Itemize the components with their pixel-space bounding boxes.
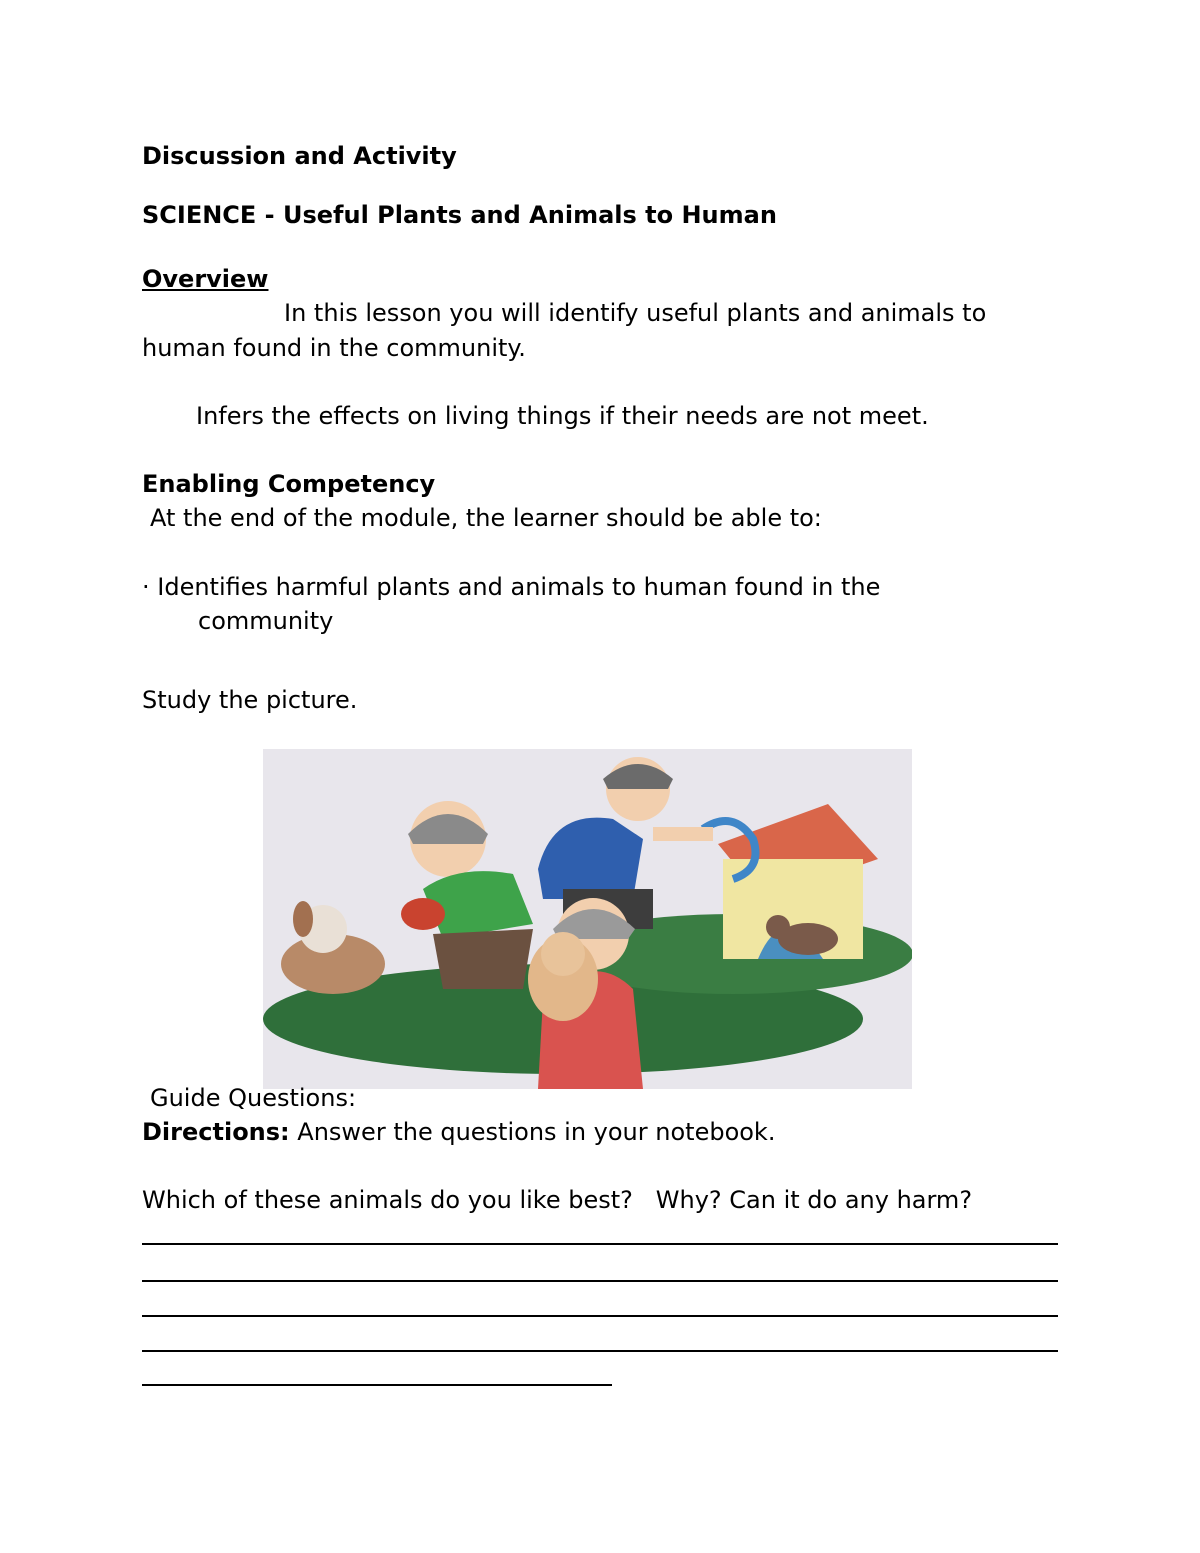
answer-line-3[interactable] [142, 1315, 1058, 1317]
overview-label: Overview [142, 265, 269, 293]
document-heading: Discussion and Activity [142, 142, 457, 170]
directions-line [142, 1117, 775, 1147]
answer-line-5[interactable] [142, 1384, 612, 1386]
children-with-pets-illustration [263, 749, 912, 1089]
overview-line-3: Infers the effects on living things if their needs are not meet. [196, 402, 929, 430]
study-prompt: Study the picture. [142, 686, 358, 714]
competency-intro: At the end of the module, the learner should be able to: [150, 504, 822, 532]
guide-questions-label: Guide Questions: [150, 1084, 357, 1112]
competency-bullet-line-1: · Identifies harmful plants and animals to human found in the [142, 573, 881, 601]
answer-line-2[interactable] [142, 1280, 1058, 1282]
answer-line-4[interactable] [142, 1350, 1058, 1352]
directions-label: Directions: [142, 1118, 290, 1146]
overview-line-2: human found in the community. [142, 334, 526, 362]
question-text: Which of these animals do you like best? Why? Can it do any harm? [142, 1186, 973, 1214]
directions-text: Answer the questions in your notebook. [297, 1118, 776, 1146]
overview-line-1: In this lesson you will identify useful plants and animals to [284, 299, 987, 327]
competency-bullet-line-2: community [198, 607, 334, 635]
subject-title: SCIENCE - Useful Plants and Animals to Human [142, 201, 777, 229]
answer-line-1[interactable] [142, 1243, 1058, 1245]
competency-label: Enabling Competency [142, 470, 436, 498]
